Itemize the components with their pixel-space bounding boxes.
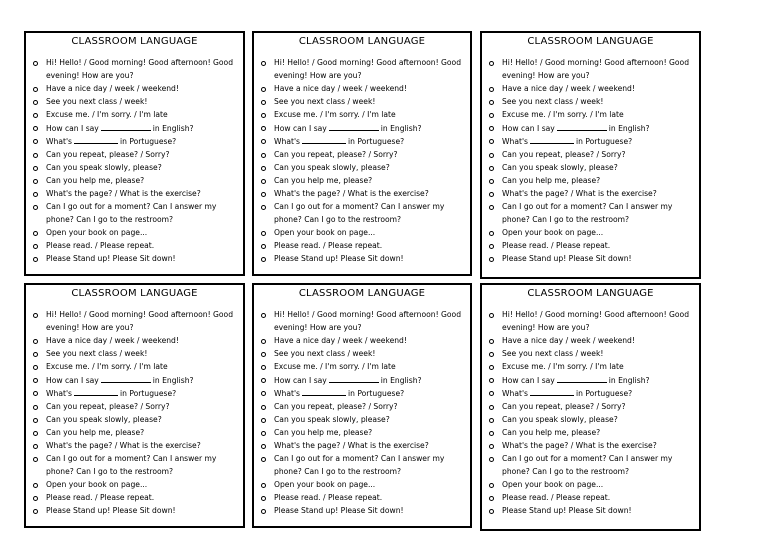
bullet-circle-icon bbox=[33, 166, 38, 171]
phrase-list bbox=[488, 309, 693, 518]
phrase-text: Can you speak slowly, please? bbox=[274, 163, 390, 173]
bullet-circle-icon bbox=[261, 231, 266, 236]
phrase-text: Please read. / Please repeat. bbox=[46, 492, 155, 502]
phrase-text-before-blank: How can I say bbox=[502, 123, 555, 133]
bullet-circle-icon bbox=[33, 61, 38, 66]
card-bottom-right bbox=[480, 283, 701, 531]
phrase-text: Hi! Hello! / Good morning! Good afternoon! Good evening! How are you? bbox=[502, 310, 690, 332]
phrase-item bbox=[32, 201, 237, 227]
phrase-item bbox=[32, 149, 237, 162]
card-top-middle bbox=[252, 31, 472, 276]
phrase-text: Can I go out for a moment? Can I answer my phone? Can I go to the restroom? bbox=[274, 453, 445, 476]
phrase-item bbox=[488, 122, 693, 136]
phrase-text: Can I go out for a moment? Can I answer my phone? Can I go to the restroom? bbox=[502, 201, 673, 224]
phrase-text: Can I go out for a moment? Can I answer my phone? Can I go to the restroom? bbox=[46, 201, 217, 224]
phrase-item bbox=[260, 374, 464, 388]
phrase-text-after-blank: in English? bbox=[380, 375, 422, 385]
phrase-text: Please read. / Please repeat. bbox=[274, 240, 383, 250]
bullet-circle-icon bbox=[489, 61, 494, 66]
phrase-item bbox=[260, 240, 464, 253]
phrase-text-before-blank: How can I say bbox=[274, 375, 327, 385]
fill-in-blank-line bbox=[101, 122, 151, 131]
bullet-circle-icon bbox=[33, 113, 38, 118]
phrase-text: Please Stand up! Please Sit down! bbox=[46, 253, 176, 263]
phrase-item bbox=[32, 253, 237, 266]
phrase-text: Can you repeat, please? / Sorry? bbox=[274, 150, 398, 160]
phrase-item bbox=[32, 374, 237, 388]
phrase-text: Open your book on page... bbox=[502, 479, 604, 489]
phrase-item bbox=[32, 414, 237, 427]
phrase-text-before-blank: What's bbox=[274, 389, 300, 399]
card-title: CLASSROOM LANGUAGE bbox=[298, 36, 426, 47]
phrase-text: Can you repeat, please? / Sorry? bbox=[274, 402, 398, 412]
bullet-circle-icon bbox=[33, 509, 38, 514]
phrase-item bbox=[260, 135, 464, 149]
bullet-circle-icon bbox=[33, 205, 38, 210]
bullet-circle-icon bbox=[261, 457, 266, 462]
bullet-circle-icon bbox=[33, 457, 38, 462]
card-title: CLASSROOM LANGUAGE bbox=[527, 288, 654, 299]
bullet-circle-icon bbox=[489, 457, 494, 462]
bullet-circle-icon bbox=[261, 113, 266, 118]
phrase-list bbox=[260, 309, 464, 518]
phrase-text: Can I go out for a moment? Can I answer my phone? Can I go to the restroom? bbox=[274, 201, 445, 224]
phrase-text: Can you speak slowly, please? bbox=[46, 163, 162, 173]
bullet-circle-icon bbox=[261, 244, 266, 249]
bullet-circle-icon bbox=[489, 431, 494, 436]
bullet-circle-icon bbox=[261, 496, 266, 501]
phrase-text: Can you repeat, please? / Sorry? bbox=[502, 150, 626, 160]
bullet-circle-icon bbox=[33, 431, 38, 436]
phrase-item bbox=[260, 253, 464, 266]
phrase-item bbox=[32, 335, 237, 348]
phrase-text-before-blank: What's bbox=[46, 137, 72, 147]
phrase-text-after-blank: in English? bbox=[608, 123, 650, 133]
phrase-item bbox=[32, 348, 237, 361]
phrase-text: Can you help me, please? bbox=[46, 428, 145, 438]
bullet-circle-icon bbox=[261, 61, 266, 66]
bullet-circle-icon bbox=[33, 496, 38, 501]
bullet-circle-icon bbox=[33, 313, 38, 318]
phrase-item bbox=[488, 492, 693, 505]
phrase-item bbox=[488, 440, 693, 453]
phrase-text: Please Stand up! Please Sit down! bbox=[502, 505, 632, 515]
bullet-circle-icon bbox=[489, 444, 494, 449]
phrase-text: Can you speak slowly, please? bbox=[46, 415, 162, 425]
bullet-circle-icon bbox=[489, 352, 494, 357]
phrase-text: Have a nice day / week / weekend! bbox=[46, 335, 179, 345]
phrase-item bbox=[260, 401, 464, 414]
phrase-text-after-blank: in English? bbox=[152, 375, 194, 385]
phrase-text: Please Stand up! Please Sit down! bbox=[46, 505, 176, 515]
phrase-text: Can you help me, please? bbox=[274, 176, 373, 186]
phrase-item bbox=[260, 149, 464, 162]
bullet-circle-icon bbox=[489, 496, 494, 501]
phrase-text: Open your book on page... bbox=[274, 227, 376, 237]
phrase-item bbox=[488, 57, 693, 83]
phrase-text: See you next class / week! bbox=[502, 348, 604, 358]
bullet-circle-icon bbox=[261, 192, 266, 197]
phrase-item bbox=[32, 188, 237, 201]
bullet-circle-icon bbox=[261, 126, 266, 131]
bullet-circle-icon bbox=[261, 391, 266, 396]
phrase-text: See you next class / week! bbox=[46, 348, 148, 358]
phrase-text: Hi! Hello! / Good morning! Good afternoon! Good evening! How are you? bbox=[46, 58, 234, 80]
phrase-list bbox=[488, 57, 693, 266]
phrase-text-after-blank: in Portuguese? bbox=[120, 389, 177, 399]
phrase-text: Can you help me, please? bbox=[502, 428, 601, 438]
phrase-text-after-blank: in English? bbox=[380, 123, 422, 133]
phrase-text-before-blank: How can I say bbox=[46, 123, 99, 133]
phrase-item bbox=[260, 188, 464, 201]
phrase-item bbox=[260, 505, 464, 518]
phrase-text: Open your book on page... bbox=[502, 227, 604, 237]
phrase-text-before-blank: What's bbox=[46, 389, 72, 399]
bullet-circle-icon bbox=[33, 391, 38, 396]
phrase-item bbox=[488, 401, 693, 414]
phrase-text: Can you help me, please? bbox=[274, 428, 373, 438]
bullet-circle-icon bbox=[489, 126, 494, 131]
phrase-text: Can you speak slowly, please? bbox=[274, 415, 390, 425]
phrase-text: Hi! Hello! / Good morning! Good afternoon! Good evening! How are you? bbox=[502, 58, 690, 80]
phrase-text-before-blank: What's bbox=[502, 137, 528, 147]
phrase-text: Please read. / Please repeat. bbox=[274, 492, 383, 502]
phrase-item bbox=[260, 96, 464, 109]
phrase-item bbox=[488, 427, 693, 440]
bullet-circle-icon bbox=[489, 339, 494, 344]
phrase-text: Can I go out for a moment? Can I answer my phone? Can I go to the restroom? bbox=[502, 453, 673, 476]
bullet-circle-icon bbox=[489, 244, 494, 249]
phrase-text: Can you repeat, please? / Sorry? bbox=[502, 402, 626, 412]
phrase-item bbox=[488, 361, 693, 374]
phrase-text: Please read. / Please repeat. bbox=[46, 240, 155, 250]
phrase-item bbox=[488, 149, 693, 162]
card-bottom-left bbox=[24, 283, 245, 528]
phrase-text: Hi! Hello! / Good morning! Good afternoon! Good evening! How are you? bbox=[274, 58, 462, 80]
phrase-item bbox=[260, 387, 464, 401]
phrase-text: Have a nice day / week / weekend! bbox=[502, 335, 635, 345]
bullet-circle-icon bbox=[261, 166, 266, 171]
bullet-circle-icon bbox=[261, 509, 266, 514]
phrase-item bbox=[488, 109, 693, 122]
bullet-circle-icon bbox=[261, 179, 266, 184]
fill-in-blank-line bbox=[74, 135, 118, 144]
phrase-text-after-blank: in Portuguese? bbox=[576, 389, 633, 399]
phrase-item bbox=[260, 109, 464, 122]
phrase-text: What's the page? / What is the exercise? bbox=[502, 441, 657, 451]
phrase-item bbox=[488, 227, 693, 240]
phrase-item bbox=[260, 414, 464, 427]
phrase-text: What's the page? / What is the exercise? bbox=[274, 441, 429, 451]
bullet-circle-icon bbox=[489, 313, 494, 318]
phrase-item bbox=[488, 335, 693, 348]
bullet-circle-icon bbox=[33, 483, 38, 488]
fill-in-blank-line bbox=[302, 135, 346, 144]
phrase-item bbox=[32, 479, 237, 492]
phrase-item bbox=[488, 162, 693, 175]
bullet-circle-icon bbox=[489, 418, 494, 423]
fill-in-blank-line bbox=[329, 122, 379, 131]
phrase-item bbox=[32, 162, 237, 175]
phrase-item bbox=[488, 387, 693, 401]
bullet-circle-icon bbox=[489, 365, 494, 370]
bullet-circle-icon bbox=[261, 100, 266, 105]
phrase-item bbox=[260, 453, 464, 479]
phrase-item bbox=[260, 361, 464, 374]
fill-in-blank-line bbox=[557, 122, 607, 131]
phrase-text: What's the page? / What is the exercise? bbox=[46, 441, 201, 451]
bullet-circle-icon bbox=[489, 483, 494, 488]
phrase-item bbox=[32, 492, 237, 505]
bullet-circle-icon bbox=[33, 444, 38, 449]
bullet-circle-icon bbox=[33, 378, 38, 383]
phrase-item bbox=[488, 96, 693, 109]
phrase-item bbox=[32, 57, 237, 83]
phrase-item bbox=[32, 453, 237, 479]
phrase-item bbox=[260, 175, 464, 188]
fill-in-blank-line bbox=[74, 387, 118, 396]
phrase-item bbox=[488, 201, 693, 227]
phrase-text-after-blank: in Portuguese? bbox=[348, 389, 405, 399]
bullet-circle-icon bbox=[489, 391, 494, 396]
phrase-text: Please Stand up! Please Sit down! bbox=[274, 505, 404, 515]
bullet-circle-icon bbox=[489, 257, 494, 262]
phrase-item bbox=[32, 401, 237, 414]
phrase-list bbox=[32, 309, 237, 518]
phrase-text: Please read. / Please repeat. bbox=[502, 240, 611, 250]
phrase-item bbox=[260, 227, 464, 240]
phrase-item bbox=[32, 135, 237, 149]
bullet-circle-icon bbox=[489, 179, 494, 184]
phrase-item bbox=[260, 57, 464, 83]
fill-in-blank-line bbox=[557, 374, 607, 383]
phrase-list bbox=[32, 57, 237, 266]
card-title: CLASSROOM LANGUAGE bbox=[298, 288, 426, 299]
bullet-circle-icon bbox=[261, 418, 266, 423]
phrase-text: Open your book on page... bbox=[46, 227, 148, 237]
bullet-circle-icon bbox=[489, 378, 494, 383]
bullet-circle-icon bbox=[261, 87, 266, 92]
card-top-left bbox=[24, 31, 245, 276]
bullet-circle-icon bbox=[489, 192, 494, 197]
bullet-circle-icon bbox=[33, 405, 38, 410]
bullet-circle-icon bbox=[33, 244, 38, 249]
phrase-text-before-blank: How can I say bbox=[274, 123, 327, 133]
bullet-circle-icon bbox=[261, 257, 266, 262]
bullet-circle-icon bbox=[33, 352, 38, 357]
bullet-circle-icon bbox=[261, 352, 266, 357]
phrase-item bbox=[488, 175, 693, 188]
bullet-circle-icon bbox=[261, 378, 266, 383]
phrase-text: Hi! Hello! / Good morning! Good afternoon! Good evening! How are you? bbox=[274, 310, 462, 332]
bullet-circle-icon bbox=[489, 153, 494, 158]
fill-in-blank-line bbox=[101, 374, 151, 383]
bullet-circle-icon bbox=[33, 139, 38, 144]
bullet-circle-icon bbox=[489, 205, 494, 210]
phrase-text: See you next class / week! bbox=[502, 96, 604, 106]
bullet-circle-icon bbox=[489, 139, 494, 144]
phrase-list bbox=[260, 57, 464, 266]
phrase-text: What's the page? / What is the exercise? bbox=[274, 189, 429, 199]
phrase-text: Excuse me. / I'm sorry. / I'm late bbox=[46, 361, 168, 371]
bullet-circle-icon bbox=[261, 313, 266, 318]
phrase-text: Can I go out for a moment? Can I answer my phone? Can I go to the restroom? bbox=[46, 453, 217, 476]
phrase-item bbox=[488, 479, 693, 492]
phrase-text: Excuse me. / I'm sorry. / I'm late bbox=[46, 109, 168, 119]
phrase-item bbox=[488, 453, 693, 479]
card-bottom-middle bbox=[252, 283, 472, 528]
phrase-text-after-blank: in Portuguese? bbox=[576, 137, 633, 147]
phrase-text: Open your book on page... bbox=[274, 479, 376, 489]
bullet-circle-icon bbox=[33, 257, 38, 262]
phrase-item bbox=[488, 309, 693, 335]
bullet-circle-icon bbox=[489, 231, 494, 236]
phrase-text: Excuse me. / I'm sorry. / I'm late bbox=[274, 361, 396, 371]
phrase-text: Excuse me. / I'm sorry. / I'm late bbox=[274, 109, 396, 119]
phrase-text: Have a nice day / week / weekend! bbox=[502, 83, 635, 93]
phrase-text: Can you repeat, please? / Sorry? bbox=[46, 402, 170, 412]
phrase-text: Have a nice day / week / weekend! bbox=[46, 83, 179, 93]
fill-in-blank-line bbox=[329, 374, 379, 383]
phrase-text: Have a nice day / week / weekend! bbox=[274, 83, 407, 93]
bullet-circle-icon bbox=[261, 153, 266, 158]
phrase-text-after-blank: in Portuguese? bbox=[120, 137, 177, 147]
phrase-item bbox=[32, 309, 237, 335]
phrase-text: Please Stand up! Please Sit down! bbox=[274, 253, 404, 263]
phrase-item bbox=[260, 479, 464, 492]
phrase-text-before-blank: What's bbox=[502, 389, 528, 399]
phrase-text-after-blank: in Portuguese? bbox=[348, 137, 405, 147]
bullet-circle-icon bbox=[489, 113, 494, 118]
phrase-item bbox=[260, 492, 464, 505]
phrase-item bbox=[260, 335, 464, 348]
bullet-circle-icon bbox=[33, 100, 38, 105]
phrase-text: Can you speak slowly, please? bbox=[502, 163, 618, 173]
bullet-circle-icon bbox=[489, 509, 494, 514]
bullet-circle-icon bbox=[489, 87, 494, 92]
phrase-item bbox=[260, 427, 464, 440]
card-title: CLASSROOM LANGUAGE bbox=[71, 36, 198, 47]
bullet-circle-icon bbox=[261, 339, 266, 344]
phrase-item bbox=[260, 309, 464, 335]
phrase-text-before-blank: How can I say bbox=[46, 375, 99, 385]
phrase-item bbox=[32, 83, 237, 96]
bullet-circle-icon bbox=[33, 87, 38, 92]
bullet-circle-icon bbox=[33, 153, 38, 158]
phrase-item bbox=[488, 374, 693, 388]
bullet-circle-icon bbox=[261, 405, 266, 410]
bullet-circle-icon bbox=[261, 205, 266, 210]
phrase-item bbox=[488, 505, 693, 518]
phrase-text: See you next class / week! bbox=[46, 96, 148, 106]
phrase-item bbox=[260, 122, 464, 136]
phrase-text-before-blank: How can I say bbox=[502, 375, 555, 385]
phrase-text-after-blank: in English? bbox=[608, 375, 650, 385]
bullet-circle-icon bbox=[261, 431, 266, 436]
bullet-circle-icon bbox=[33, 365, 38, 370]
phrase-text: Please Stand up! Please Sit down! bbox=[502, 253, 632, 263]
fill-in-blank-line bbox=[302, 387, 346, 396]
bullet-circle-icon bbox=[261, 139, 266, 144]
phrase-item bbox=[32, 361, 237, 374]
phrase-text: What's the page? / What is the exercise? bbox=[502, 189, 657, 199]
phrase-text-after-blank: in English? bbox=[152, 123, 194, 133]
phrase-item bbox=[260, 348, 464, 361]
bullet-circle-icon bbox=[489, 405, 494, 410]
phrase-item bbox=[488, 135, 693, 149]
card-title: CLASSROOM LANGUAGE bbox=[71, 288, 198, 299]
phrase-text: Please read. / Please repeat. bbox=[502, 492, 611, 502]
phrase-text: Excuse me. / I'm sorry. / I'm late bbox=[502, 361, 624, 371]
bullet-circle-icon bbox=[33, 418, 38, 423]
bullet-circle-icon bbox=[489, 100, 494, 105]
phrase-item bbox=[32, 440, 237, 453]
phrase-text: Can you help me, please? bbox=[502, 176, 601, 186]
phrase-item bbox=[32, 96, 237, 109]
phrase-text: See you next class / week! bbox=[274, 96, 376, 106]
phrase-item bbox=[32, 240, 237, 253]
phrase-text: Open your book on page... bbox=[46, 479, 148, 489]
bullet-circle-icon bbox=[33, 339, 38, 344]
bullet-circle-icon bbox=[489, 166, 494, 171]
phrase-text: Have a nice day / week / weekend! bbox=[274, 335, 407, 345]
bullet-circle-icon bbox=[33, 126, 38, 131]
phrase-item bbox=[488, 348, 693, 361]
card-top-right bbox=[480, 31, 701, 279]
phrase-item bbox=[32, 175, 237, 188]
phrase-text: Hi! Hello! / Good morning! Good afternoon! Good evening! How are you? bbox=[46, 310, 234, 332]
phrase-item bbox=[32, 109, 237, 122]
bullet-circle-icon bbox=[33, 192, 38, 197]
phrase-item bbox=[488, 83, 693, 96]
fill-in-blank-line bbox=[530, 135, 574, 144]
phrase-text: Can you speak slowly, please? bbox=[502, 415, 618, 425]
phrase-item bbox=[488, 253, 693, 266]
phrase-text: What's the page? / What is the exercise? bbox=[46, 189, 201, 199]
phrase-item bbox=[32, 427, 237, 440]
phrase-text-before-blank: What's bbox=[274, 137, 300, 147]
phrase-item bbox=[260, 440, 464, 453]
phrase-item bbox=[488, 240, 693, 253]
phrase-item bbox=[260, 83, 464, 96]
phrase-text: See you next class / week! bbox=[274, 348, 376, 358]
phrase-text: Can you repeat, please? / Sorry? bbox=[46, 150, 170, 160]
phrase-item bbox=[260, 162, 464, 175]
phrase-item bbox=[32, 227, 237, 240]
bullet-circle-icon bbox=[261, 365, 266, 370]
phrase-item bbox=[488, 414, 693, 427]
card-title: CLASSROOM LANGUAGE bbox=[527, 36, 654, 47]
bullet-circle-icon bbox=[33, 231, 38, 236]
phrase-item bbox=[260, 201, 464, 227]
bullet-circle-icon bbox=[261, 483, 266, 488]
phrase-item bbox=[32, 505, 237, 518]
phrase-text: Can you help me, please? bbox=[46, 176, 145, 186]
phrase-item bbox=[32, 387, 237, 401]
phrase-item bbox=[32, 122, 237, 136]
bullet-circle-icon bbox=[261, 444, 266, 449]
phrase-text: Excuse me. / I'm sorry. / I'm late bbox=[502, 109, 624, 119]
phrase-item bbox=[488, 188, 693, 201]
bullet-circle-icon bbox=[33, 179, 38, 184]
fill-in-blank-line bbox=[530, 387, 574, 396]
